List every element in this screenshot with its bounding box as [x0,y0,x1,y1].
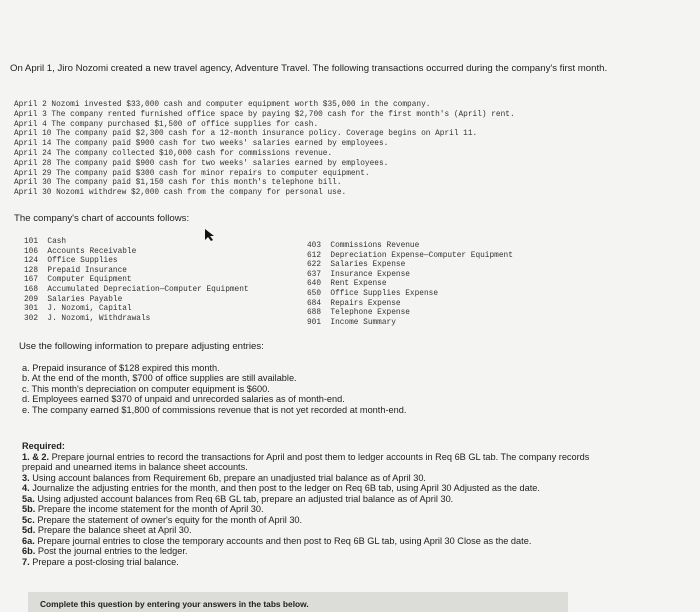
transaction: April 2 Nozomi invested $33,000 cash and computer equipment worth $35,000 in the company. [14,101,431,109]
account: 650 Office Supplies Expense [307,289,439,298]
required-item: 3. Using account balances from Requirement 6b, prepare an unadjusted trial balance as of April 30. [22,472,426,483]
account: 167 Computer Equipment [24,276,132,285]
account: 688 Telephone Expense [307,309,410,318]
transaction: April 24 The company collected $10,000 cash for commissions revenue. [14,149,333,158]
required-item: 6a. Prepare journal entries to close the temporary accounts and then post to Req 6B GL tab, using April 30 Close as the date. [22,535,532,546]
account: 301 J. Nozomi, Capital [24,305,132,314]
transaction: April 29 The company paid $300 cash for minor repairs to computer equipment. [14,169,370,178]
account: 106 Accounts Receivable [24,247,137,256]
account: 128 Prepaid Insurance [24,266,127,275]
transaction: April 4 The company purchased $1,500 of office supplies for cash. [14,120,319,129]
required-item: 5a. Using adjusted account balances from Req 6B GL tab, prepare an adjusted trial balance as of April 30. [22,493,454,504]
required-item: 6b. Post the journal entries to the ledger. [22,546,188,556]
instructions-box [28,592,568,612]
required-heading: Required: [22,441,65,451]
instructions-text: Complete this question by entering your answers in the tabs below. [40,599,309,609]
transaction: April 30 Nozomi withdrew $2,000 cash from the company for personal use. [14,189,347,198]
intro-text: On April 1, Jiro Nozomi created a new travel agency, Adventure Travel. The following transactions occurred during the company's first month. [10,63,608,74]
adjusting-heading: Use the following information to prepare adjusting entries: [19,341,264,352]
account: 622 Salaries Expense [307,261,406,270]
account: 612 Depreciation Expense—Computer Equipment [307,251,513,260]
account: 302 J. Nozomi, Withdrawals [24,314,151,323]
adjusting-item: a. Prepaid insurance of $128 expired this month. [22,363,220,373]
account: 901 Income Summary [307,318,396,327]
required-item: 5b. Prepare the income statement for the month of April 30. [22,504,264,514]
transactions-list [14,101,515,199]
required-item: 7. Prepare a post-closing trial balance. [22,556,179,567]
accounts-left [24,238,249,324]
adjusting-item: b. At the end of the month, $700 of office supplies are still available. [22,373,297,384]
account: 684 Repairs Expense [307,299,401,308]
accounts-right [307,242,513,328]
adjusting-item: e. The company earned $1,800 of commissions revenue that is not yet recorded at month-end. [22,404,407,415]
account: 209 Salaries Payable [24,295,123,304]
mouse-cursor-icon [204,228,216,242]
required-section [22,441,612,567]
transaction: April 3 The company rented furnished office space by paying $2,700 cash for the first month's (April) rent. [14,110,515,119]
account: 101 Cash [24,238,67,246]
transaction: April 28 The company paid $900 cash for two weeks' salaries earned by employees. [14,159,389,168]
account: 168 Accumulated Depreciation—Computer Equipment [24,285,249,294]
required-item: 5d. Prepare the balance sheet at April 30. [22,525,192,535]
account: 640 Rent Expense [307,280,387,289]
account: 637 Insurance Expense [307,270,410,279]
transaction: April 10 The company paid $2,300 cash for a 12-month insurance policy. Coverage begins on April 11. [14,130,478,139]
adjusting-item: c. This month's depreciation on computer equipment is $600. [22,383,270,394]
transaction: April 30 The company paid $1,150 cash for this month's telephone bill. [14,179,342,188]
required-item: 4. Journalize the adjusting entries for the month, and then post to the ledger on Req 6B tab, using April 30 Adjusted as the date. [22,483,540,493]
required-item: 1. & 2. Prepare journal entries to record the transactions for April and post them to ledger accounts in Req 6B GL tab. The company records prepaid and unearned items in balance sheet accounts. [22,451,590,472]
coa-heading: The company's chart of accounts follows: [14,213,190,224]
required-item: 5c. Prepare the statement of owner's equity for the month of April 30. [22,514,303,525]
adjusting-list [22,363,406,415]
transaction: April 14 The company paid $900 cash for two weeks' salaries earned by employees. [14,140,389,149]
account: 403 Commissions Revenue [307,242,420,250]
adjusting-item: d. Employees earned $370 of unpaid and unrecorded salaries as of month-end. [22,394,345,405]
account: 124 Office Supplies [24,257,118,266]
